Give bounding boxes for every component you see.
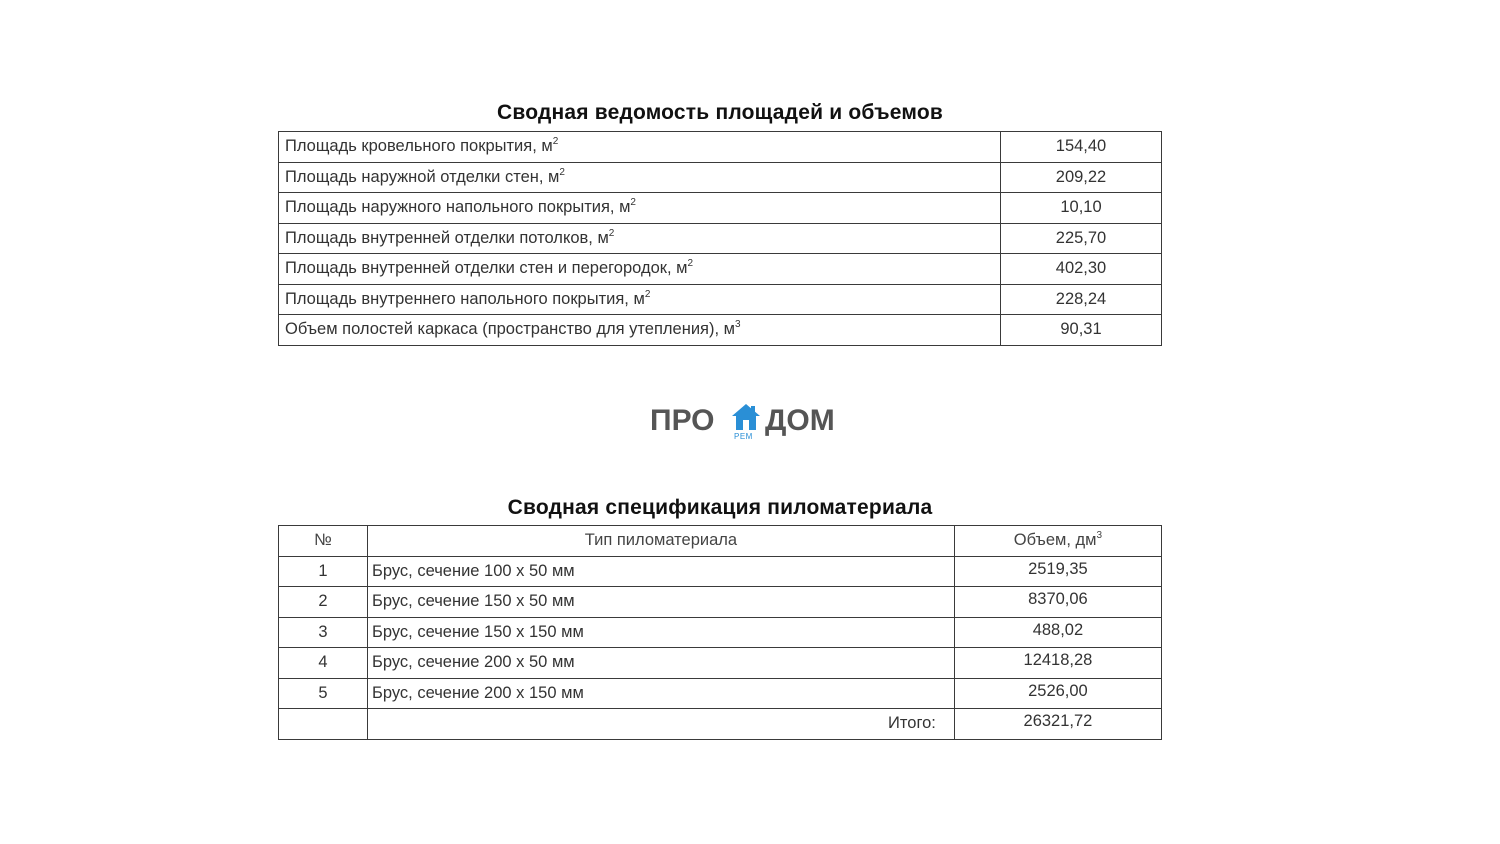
row-num: 1 (279, 556, 368, 587)
header-num: № (279, 526, 368, 557)
areas-table (278, 131, 1162, 346)
row-num: 3 (279, 617, 368, 648)
row-volume: 2519,35 (954, 556, 1161, 587)
row-type: Брус, сечение 150 х 50 мм (368, 587, 955, 618)
row-label: Площадь внутренней отделки стен и перегородок, м (285, 259, 688, 277)
row-volume: 12418,28 (954, 648, 1161, 679)
row-volume: 8370,06 (954, 587, 1161, 618)
row-type: Брус, сечение 150 х 150 мм (368, 617, 955, 648)
table-row (279, 284, 1162, 315)
house-icon (730, 402, 762, 432)
unit-exponent: 2 (559, 166, 565, 178)
unit-exponent: 3 (1096, 530, 1103, 541)
table-row (279, 162, 1162, 193)
total-label: Итого: (368, 709, 955, 740)
table-header-row (279, 526, 1162, 557)
row-value: 10,10 (1001, 193, 1162, 224)
table-row (279, 556, 1162, 587)
table-row (279, 617, 1162, 648)
table-row (279, 193, 1162, 224)
row-num: 2 (279, 587, 368, 618)
lumber-table-title: Сводная спецификация пиломатериала (507, 496, 933, 519)
row-value: 90,31 (1001, 315, 1162, 346)
row-type: Брус, сечение 200 х 50 мм (368, 648, 955, 679)
row-value: 209,22 (1001, 162, 1162, 193)
header-type: Тип пиломатериала (368, 526, 955, 557)
logo-word-left: ПРО (650, 404, 715, 437)
row-num: 4 (279, 648, 368, 679)
header-volume: Объем, дм (1013, 531, 1097, 549)
row-label: Объем полостей каркаса (пространство для утепления), м (285, 320, 735, 338)
row-volume: 488,02 (954, 617, 1161, 648)
unit-exponent: 3 (734, 319, 741, 330)
table-row (279, 648, 1162, 679)
row-label: Площадь кровельного покрытия, м (285, 137, 553, 155)
table-row (279, 678, 1162, 709)
row-value: 402,30 (1001, 254, 1162, 285)
table-total-row (279, 709, 1162, 740)
unit-exponent: 2 (608, 227, 615, 239)
unit-exponent: 2 (552, 136, 559, 147)
row-label: Площадь внутренней отделки потолков, м (285, 228, 609, 247)
row-label: Площадь внутреннего напольного покрытия, м (285, 289, 645, 308)
unit-exponent: 2 (687, 258, 694, 269)
pro-dom-logo (650, 400, 850, 444)
row-num: 5 (279, 678, 368, 709)
areas-table-title: Сводная ведомость площадей и объемов (497, 101, 943, 124)
total-value: 26321,72 (954, 709, 1161, 740)
lumber-table (278, 525, 1162, 740)
table-row (279, 132, 1162, 163)
row-type: Брус, сечение 200 х 150 мм (368, 678, 955, 709)
unit-exponent: 2 (630, 197, 636, 208)
table-row (279, 315, 1162, 346)
row-value: 225,70 (1001, 223, 1162, 254)
row-label: Площадь наружной отделки стен, м (285, 167, 560, 186)
logo-word-right: ДОМ (765, 404, 835, 437)
table-row (279, 223, 1162, 254)
row-value: 228,24 (1001, 284, 1162, 315)
row-volume: 2526,00 (954, 678, 1161, 709)
table-row (279, 254, 1162, 285)
table-row (279, 587, 1162, 618)
row-value: 154,40 (1001, 132, 1162, 163)
total-empty-cell (279, 709, 368, 740)
logo-subtext: РЕМ (734, 432, 753, 441)
unit-exponent: 2 (644, 288, 651, 300)
row-type: Брус, сечение 100 х 50 мм (368, 556, 955, 587)
row-label: Площадь наружного напольного покрытия, м (285, 198, 631, 216)
